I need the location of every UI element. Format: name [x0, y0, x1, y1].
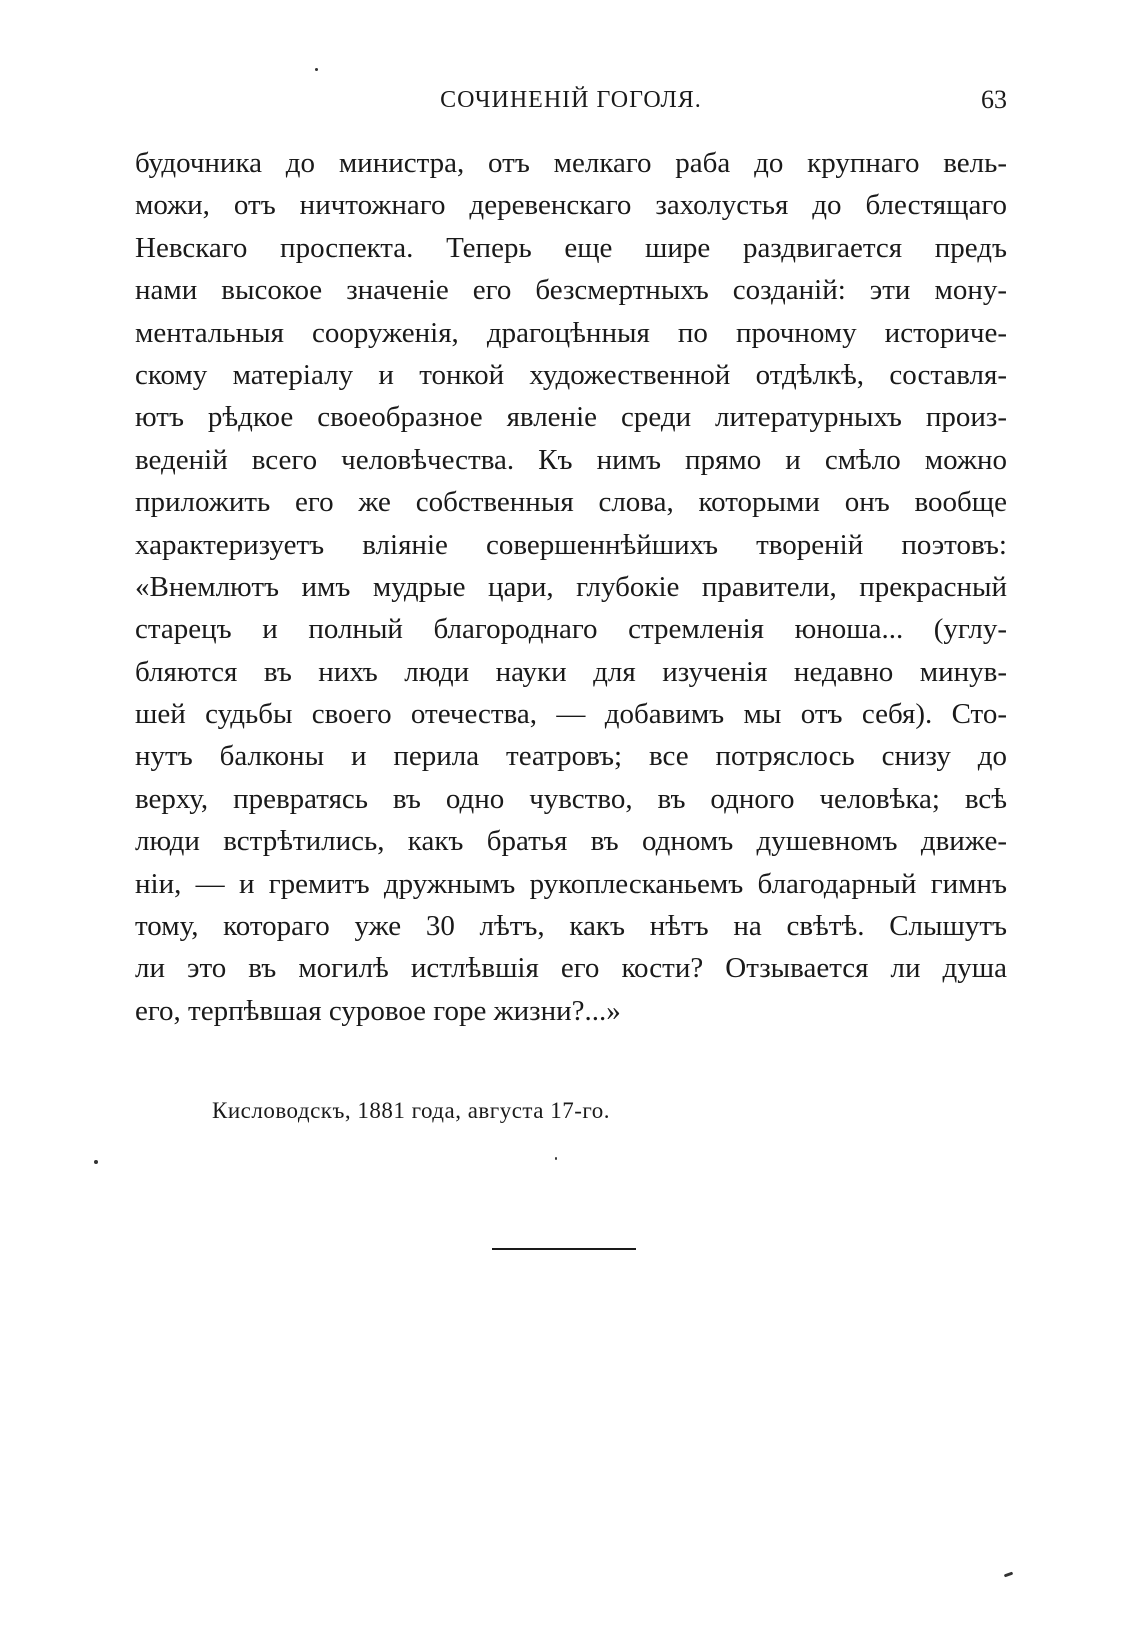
text-line-content: ютъ рѣдкое своеобразное явленіе среди литературныхъ произ- [135, 401, 1007, 434]
text-line-content: его, терпѣвшая суровое горе жизни?...» [135, 994, 621, 1027]
text-line [135, 778, 1007, 820]
text-line [135, 947, 1007, 989]
text-line-content: приложить его же собственныя слова, которыми онъ вообще [135, 486, 1007, 519]
text-line-content: скому матеріалу и тонкой художественной отдѣлкѣ, составля- [135, 358, 1007, 391]
scan-speck [94, 1160, 98, 1164]
text-line-content: верху, превратясь въ одно чувство, въ одного человѣка; всѣ [135, 782, 1007, 815]
text-line-content: старецъ и полный благороднаго стремленія юноша... (углу- [135, 613, 1007, 646]
text-line-content: характеризуетъ вліяніе совершеннѣйшихъ твореній поэтовъ: [135, 528, 1007, 561]
text-line-content: люди встрѣтились, какъ братья въ одномъ душевномъ движе- [135, 825, 1007, 858]
page-number: 63 [981, 85, 1007, 114]
text-line-content: нами высокое значеніе его безсмертныхъ созданій: эти мону- [135, 274, 1007, 307]
text-line [135, 820, 1007, 862]
text-line [135, 863, 1007, 905]
text-line-content: можи, отъ ничтожнаго деревенскаго захолустья до блестящаго [135, 189, 1007, 222]
text-line [135, 693, 1007, 735]
text-line-content: Невскаго проспекта. Теперь еще шире раздвигается предъ [135, 231, 1007, 264]
text-line-content: ли это въ могилѣ истлѣвшія его кости? Отзывается ли душа [135, 952, 1007, 985]
text-line-content: «Внемлютъ имъ мудрые цари, глубокіе правители, прекрасный [135, 570, 1007, 603]
text-line [135, 354, 1007, 396]
text-line [135, 905, 1007, 947]
text-line-content: нутъ балконы и перила театровъ; все потряслось снизу до [135, 740, 1007, 773]
scan-speck [1004, 1572, 1013, 1578]
place-date-signature: Кисловодскъ, 1881 года, августа 17-го. [212, 1098, 610, 1123]
text-line [135, 142, 1007, 184]
text-line [135, 269, 1007, 311]
running-title: СОЧИНЕНІЙ ГОГОЛЯ. [440, 87, 702, 113]
text-line-content: ніи, — и гремитъ дружнымъ рукоплесканьемъ благодарный гимнъ [135, 867, 1007, 900]
text-line-content: будочника до министра, отъ мелкаго раба до крупнаго вель- [135, 147, 1007, 179]
text-line [135, 184, 1007, 226]
text-line [135, 396, 1007, 438]
end-rule-divider [492, 1248, 636, 1250]
text-line [135, 481, 1007, 523]
scan-speck [315, 68, 318, 71]
text-line-content: шей судьбы своего отечества, — добавимъ мы отъ себя). Сто- [135, 698, 1007, 731]
text-line-last [135, 990, 1007, 1032]
text-line [135, 439, 1007, 481]
text-line-content: веденій всего человѣчества. Къ нимъ прямо и смѣло можно [135, 443, 1007, 476]
running-head [135, 80, 1007, 120]
text-line-content: бляются въ нихъ люди науки для изученія недавно минув- [135, 655, 1007, 688]
body-text [135, 142, 1007, 1032]
text-line-content: ментальныя сооруженія, драгоцѣнныя по прочному историче- [135, 316, 1007, 349]
text-line [135, 608, 1007, 650]
text-line [135, 651, 1007, 693]
text-line [135, 524, 1007, 566]
scan-speck [555, 1157, 557, 1160]
text-line [135, 566, 1007, 608]
text-line-content: тому, котораго уже 30 лѣтъ, какъ нѣтъ на свѣтѣ. Слышутъ [135, 910, 1007, 943]
text-line [135, 735, 1007, 777]
text-line [135, 312, 1007, 354]
text-line [135, 227, 1007, 269]
